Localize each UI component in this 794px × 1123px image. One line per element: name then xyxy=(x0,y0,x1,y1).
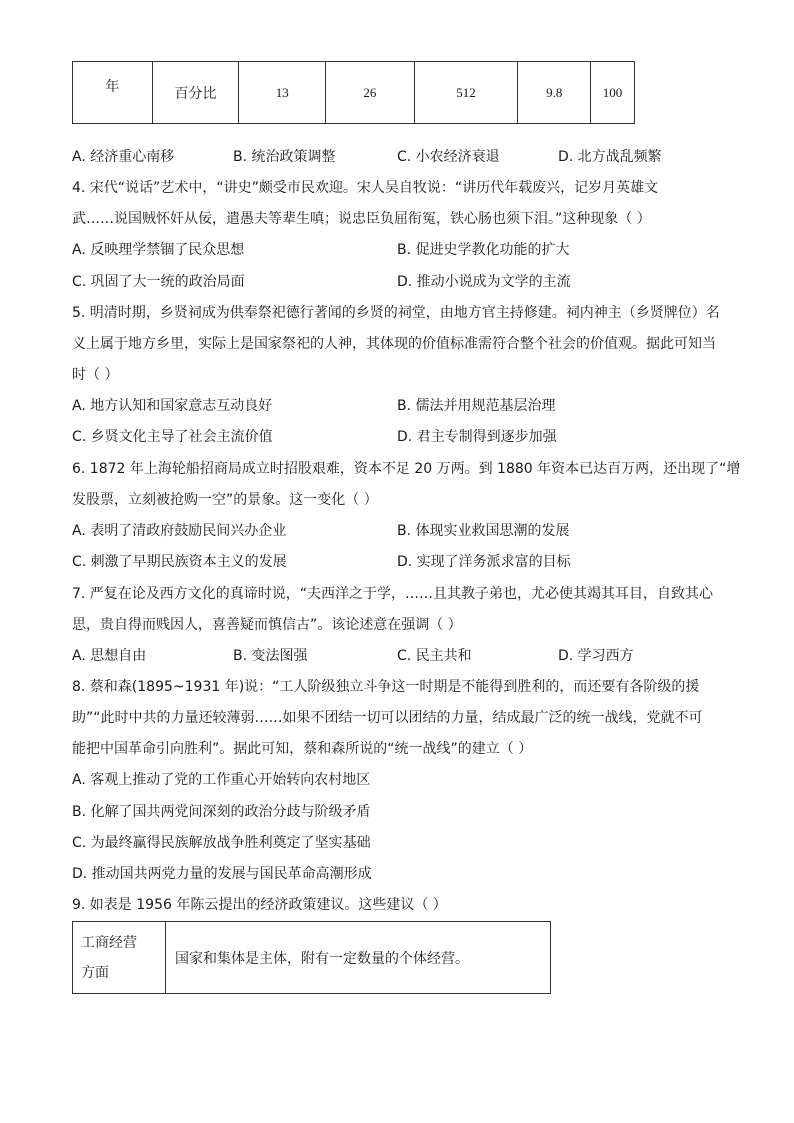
table-cell: 26 xyxy=(326,62,415,124)
q6-option-b: B. 体现实业救国思潮的发展 xyxy=(397,523,570,539)
q7-option-d: D. 学习西方 xyxy=(558,648,634,664)
q4-option-a: A. 反映理学禁锢了民众思想 xyxy=(72,242,245,258)
row-header-line-2: 方面 xyxy=(81,964,109,981)
q8-stem-line-2: 助”“此时中共的力量还较薄弱……如果不团结一切可以团结的力量，结成最广泛的统一战线，党就不可 xyxy=(72,710,703,726)
q8-stem-line-3: 能把中国革命引向胜利”。据此可知，蔡和森所说的“统一战线”的建立（ ） xyxy=(72,741,533,757)
table-cell: 百分比 xyxy=(152,62,239,124)
q8-stem-line-1: 8. 蔡和森(1895~1931 年)说：“工人阶级独立斗争这一时期是不能得到胜利的，而还要有各阶级的援 xyxy=(72,679,700,695)
q3-option-b: B. 统治政策调整 xyxy=(233,149,336,165)
q7-option-b: B. 变法图强 xyxy=(233,648,308,664)
q9-policy-table xyxy=(72,921,551,994)
table-cell: 9.8 xyxy=(518,62,591,124)
q3-option-d: D. 北方战乱频繁 xyxy=(558,149,662,165)
table-cell: 100 xyxy=(591,62,635,124)
q4-stem-line-2: 武……说国贼怀奸从佞，遣愚夫等辈生嗔；说忠臣负屈衔冤，铁心肠也须下泪。”这种现象（ ） xyxy=(72,211,651,227)
q8-option-c: C. 为最终赢得民族解放战争胜利奠定了坚实基础 xyxy=(72,835,371,851)
q7-stem-line-2: 思，贵自得而贱因人，喜善疑而慎信古”。该论述意在强调（ ） xyxy=(72,617,462,633)
table-cell: 13 xyxy=(239,62,326,124)
table-row xyxy=(73,922,551,994)
q5-option-a: A. 地方认知和国家意志互动良好 xyxy=(72,398,273,414)
q8-option-b: B. 化解了国共两党间深刻的政治分歧与阶级矛盾 xyxy=(72,804,371,820)
q6-option-c: C. 刺激了早期民族资本主义的发展 xyxy=(72,554,287,570)
q7-option-a: A. 思想自由 xyxy=(72,648,147,664)
q7-stem-line-1: 7. 严复在论及西方文化的真谛时说，“夫西洋之于学，……且其教子弟也，尤必使其竭其耳目，自致其心 xyxy=(72,586,714,602)
q4-option-c: C. 巩固了大一统的政治局面 xyxy=(72,274,245,290)
q6-option-d: D. 实现了洋务派求富的目标 xyxy=(397,554,571,570)
q8-option-d: D. 推动国共两党力量的发展与国民革命高潮形成 xyxy=(72,866,372,882)
q3-option-c: C. 小农经济衰退 xyxy=(397,149,500,165)
table-row xyxy=(73,62,635,124)
q5-stem-line-1: 5. 明清时期，乡贤祠成为供奉祭祀德行著闻的乡贤的祠堂，由地方官主持修建。祠内神主（乡贤牌位）名 xyxy=(72,305,720,321)
table-row-header xyxy=(73,922,166,994)
table-cell: 国家和集体是主体，附有一定数量的个体经营。 xyxy=(166,922,551,994)
q8-option-a: A. 客观上推动了党的工作重心开始转向农村地区 xyxy=(72,772,371,788)
table-cell: 512 xyxy=(414,62,518,124)
top-data-table xyxy=(72,61,635,124)
q5-option-b: B. 儒法并用规范基层治理 xyxy=(397,398,556,414)
q4-option-d: D. 推动小说成为文学的主流 xyxy=(397,274,571,290)
q5-stem-line-2: 义上属于地方乡里，实际上是国家祭祀的人神，其体现的价值标准需符合整个社会的价值观。据此可知当 xyxy=(72,336,716,352)
q5-option-c: C. 乡贤文化主导了社会主流价值 xyxy=(72,429,273,445)
q6-stem-line-1: 6. 1872 年上海轮船招商局成立时招股艰难，资本不足 20 万两。到 1880 年资本已达百万两，还出现了“增 xyxy=(72,461,741,477)
q9-stem-line-1: 9. 如表是 1956 年陈云提出的经济政策建议。这些建议（ ） xyxy=(72,897,447,913)
table-cell: 年 xyxy=(73,62,153,124)
q6-option-a: A. 表明了清政府鼓励民间兴办企业 xyxy=(72,523,287,539)
row-header-line-1: 工商经营 xyxy=(81,934,137,951)
q6-stem-line-2: 发股票，立刻被抢购一空”的景象。这一变化（ ） xyxy=(72,492,378,508)
q4-stem-line-1: 4. 宋代“说话”艺术中，“讲史”颇受市民欢迎。宋人吴自牧说：“讲历代年载废兴，记岁月英雄文 xyxy=(72,180,659,196)
q5-option-d: D. 君主专制得到逐步加强 xyxy=(397,429,557,445)
q3-option-a: A. 经济重心南移 xyxy=(72,149,175,165)
q4-option-b: B. 促进史学教化功能的扩大 xyxy=(397,242,570,258)
q7-option-c: C. 民主共和 xyxy=(397,648,472,664)
q5-stem-line-3: 时（ ） xyxy=(72,367,119,383)
